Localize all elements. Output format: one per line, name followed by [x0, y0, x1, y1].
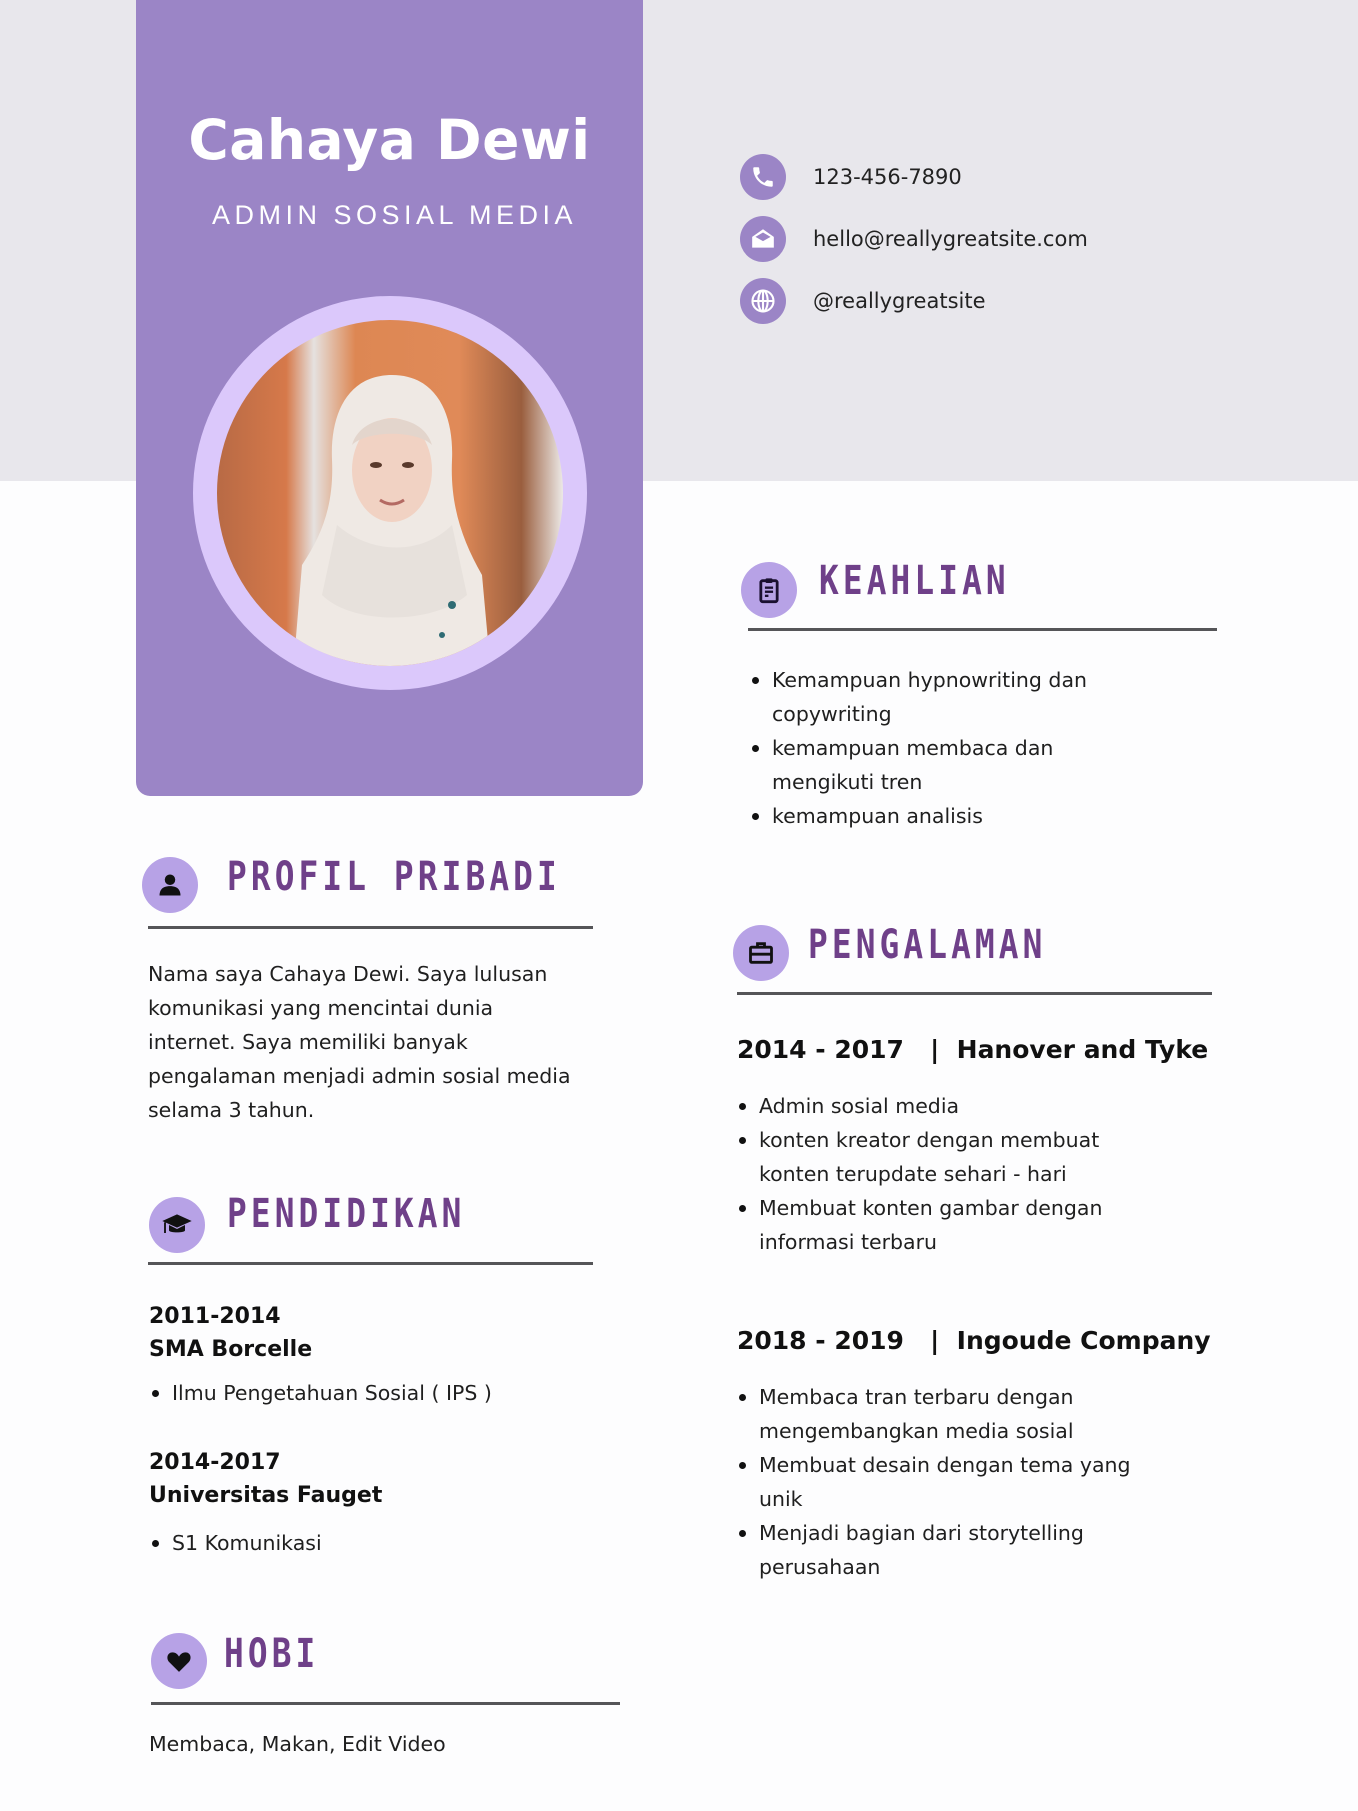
skills-divider: [748, 628, 1217, 631]
hobbies-heading: HOBI: [224, 1631, 320, 1677]
job-duty: Membuat konten gambar dengan informasi terbaru: [737, 1191, 1157, 1259]
edu-detail: S1 Komunikasi: [150, 1526, 590, 1560]
profile-text: Nama saya Cahaya Dewi. Saya lulusan komunikasi yang mencintai dunia internet. Saya memiliki banyak pengalaman menjadi admin sosial media selama 3 tahun.: [148, 962, 571, 1122]
contact-phone: [740, 154, 962, 200]
job-company: Hanover and Tyke: [956, 1035, 1209, 1064]
hobbies-divider: [151, 1702, 620, 1705]
job-period: 2018 - 2019: [737, 1326, 904, 1355]
job-company: Ingoude Company: [956, 1326, 1211, 1355]
edu-details: [150, 1376, 590, 1410]
edu-school: Universitas Fauget: [149, 1483, 383, 1508]
job-duty: Admin sosial media: [737, 1089, 1157, 1123]
profile-divider: [148, 926, 593, 929]
skill-item: Kemampuan hypnowriting dan copywriting: [750, 663, 1130, 731]
job-duty: Membuat desain dengan tema yang unik: [737, 1448, 1177, 1516]
phone-icon: [740, 154, 786, 200]
mail-icon: [740, 216, 786, 262]
education-divider: [148, 1262, 593, 1265]
skill-item: kemampuan analisis: [750, 799, 1130, 833]
edu-years: 2011-2014: [149, 1304, 281, 1329]
job-duty: Membaca tran terbaru dengan mengembangkan media sosial: [737, 1380, 1177, 1448]
contact-email: [740, 216, 1088, 262]
person-silhouette-icon: [292, 365, 492, 666]
contact-website: [740, 278, 986, 324]
experience-heading: PENGALAMAN: [808, 922, 1047, 968]
job-duties-list: [737, 1380, 1177, 1584]
skills-list: [750, 663, 1130, 833]
education-heading: PENDIDIKAN: [227, 1191, 466, 1237]
profile-photo: [217, 320, 563, 666]
edu-details: [150, 1526, 590, 1560]
skill-item: kemampuan membaca dan mengikuti tren: [750, 731, 1130, 799]
user-icon: [142, 857, 198, 913]
job-title: ADMIN SOSIAL MEDIA: [211, 200, 578, 230]
globe-icon: [740, 278, 786, 324]
edu-years: 2014-2017: [149, 1450, 281, 1475]
hobbies-text: Membaca, Makan, Edit Video: [149, 1732, 446, 1756]
job-duty: konten kreator dengan membuat konten terupdate sehari - hari: [737, 1123, 1157, 1191]
job-duty: Menjadi bagian dari storytelling perusahaan: [737, 1516, 1177, 1584]
job-period: 2014 - 2017: [737, 1035, 904, 1064]
edu-school: SMA Borcelle: [149, 1337, 313, 1362]
clipboard-icon: [741, 562, 797, 618]
job-duties-list: [737, 1089, 1157, 1259]
experience-divider: [737, 992, 1212, 995]
website-text[interactable]: @reallygreatsite: [813, 289, 986, 313]
job-header: [737, 1035, 1208, 1064]
job-separator: |: [930, 1326, 940, 1355]
heart-icon: [151, 1633, 207, 1689]
briefcase-icon: [733, 925, 789, 981]
job-header: [737, 1326, 1211, 1355]
email-text[interactable]: hello@reallygreatsite.com: [813, 227, 1088, 251]
edu-detail: Ilmu Pengetahuan Sosial ( IPS ): [150, 1376, 590, 1410]
graduation-cap-icon: [149, 1197, 205, 1253]
job-separator: |: [930, 1035, 940, 1064]
phone-text[interactable]: 123-456-7890: [813, 165, 962, 189]
skills-heading: KEAHLIAN: [819, 558, 1010, 604]
person-name: Cahaya Dewi: [188, 108, 591, 172]
profile-heading: PROFIL PRIBADI: [227, 854, 561, 900]
